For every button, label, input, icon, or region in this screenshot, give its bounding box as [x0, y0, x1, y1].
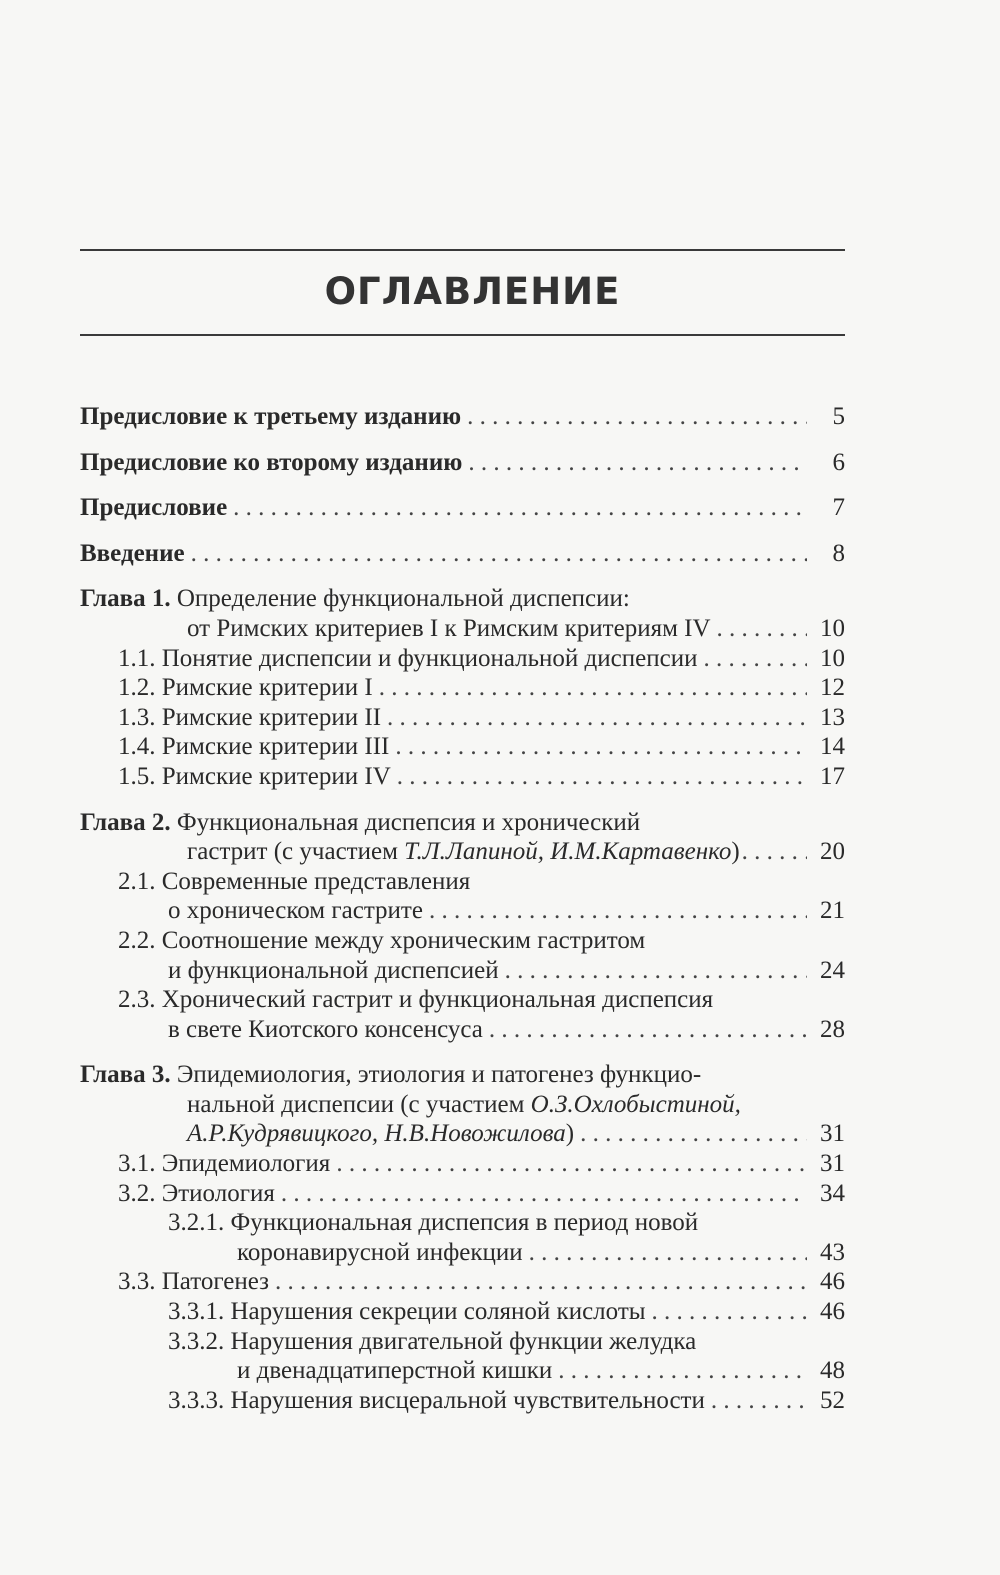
top-rule	[80, 249, 845, 251]
toc-section-1-1[interactable]: 1.1. Понятие диспепсии и функциональной диспепсии . . . 10	[80, 644, 845, 674]
toc-section-3-2-1[interactable]: 3.2.1. Функциональная диспепсия в период новой	[168, 1209, 699, 1237]
toc-section-1-4[interactable]: 1.4. Римские критерии III . . . 14	[80, 732, 845, 762]
toc-section-2-2[interactable]: 2.2. Соотношение между хроническим гастритом	[118, 926, 646, 954]
toc-chapter-1[interactable]: Глава 1. Определение функциональной диспепсии: от Римских критериев I к Римским критериям IV . . . 10 1.1. Понятие диспепсии и функциональной диспепсии . . . 10 1.2. Римские критерии I . . . 12 1.3. Римские критерии II . . . 13 1.4. Римские критерии III . . . 14 1.5. Римские критерии IV . . . 17	[80, 584, 845, 791]
toc-entry-intro[interactable]: Введение . . . 8	[80, 539, 845, 569]
toc-entry-preface[interactable]: Предисловие . . . 7	[80, 493, 845, 523]
toc-section-2-3[interactable]: 2.3. Хронический гастрит и функциональная диспепсия	[118, 986, 714, 1014]
chapter-label: Глава 2.	[80, 808, 171, 836]
toc-section-3-1[interactable]: 3.1. Эпидемиология . . . 31	[80, 1149, 845, 1179]
toc-section-1-3[interactable]: 1.3. Римские критерии II . . . 13	[80, 703, 845, 733]
toc-section-1-5[interactable]: 1.5. Римские критерии IV . . . 17	[80, 762, 845, 792]
toc-section-1-2[interactable]: 1.2. Римские критерии I . . . 12	[80, 673, 845, 703]
toc-entry-preface-2[interactable]: Предисловие ко второму изданию . . . 6	[80, 448, 845, 478]
toc-section-3-3[interactable]: 3.3. Патогенез . . . 46	[80, 1267, 845, 1297]
toc-chapter-3[interactable]: Глава 3. Эпидемиология, этиология и патогенез функцио- нальной диспепсии (с участием О.З.Охлобыстиной, А.Р.Кудрявицкого, Н.В.Новожилова) . . . 31 3.1. Эпидемиология . . . 31 3.2. Этиология . . . 34 3.2.1. Функциональная диспепсия в период новой коронавирусной инфекции . . . 43 3.3. Патогенез . . . 46 3.3.1. Нарушения секреции соляной кислоты . . . 46 3.3.2. Нарушения двигательной функции желудка и двенадцатиперстной кишки . . . 48 3.3.3. Нарушения висцеральной чувствительности . . . 52	[80, 1060, 845, 1415]
chapter-label: Глава 3.	[80, 1061, 171, 1089]
toc-chapter-2[interactable]: Глава 2. Функциональная диспепсия и хронический гастрит (с участием Т.Л.Лапиной, И.М.Картавенко) . . . 20 2.1. Современные представления о хроническом гастрите . . . 21 2.2. Соотношение между хроническим гастритом и функциональной диспепсией . . . 24 2.3. Хронический гастрит и функциональная диспепсия в свете Киотского консенсуса . . . 28	[80, 808, 845, 1045]
toc-section-2-1[interactable]: 2.1. Современные представления	[118, 867, 471, 895]
page-title: ОГЛАВЛЕНИЕ	[324, 270, 621, 313]
chapter-label: Глава 1.	[80, 585, 171, 613]
toc-section-3-2[interactable]: 3.2. Этиология . . . 34	[80, 1179, 845, 1209]
table-of-contents	[80, 402, 845, 1415]
toc-section-3-3-1[interactable]: 3.3.1. Нарушения секреции соляной кислоты . . . 46	[80, 1297, 845, 1327]
bottom-rule	[80, 334, 845, 336]
toc-section-3-3-2[interactable]: 3.3.2. Нарушения двигательной функции желудка	[168, 1327, 697, 1355]
toc-entry-preface-3[interactable]: Предисловие к третьему изданию . . . 5	[80, 402, 845, 432]
toc-section-3-3-3[interactable]: 3.3.3. Нарушения висцеральной чувствительности . . . 52	[80, 1386, 845, 1416]
